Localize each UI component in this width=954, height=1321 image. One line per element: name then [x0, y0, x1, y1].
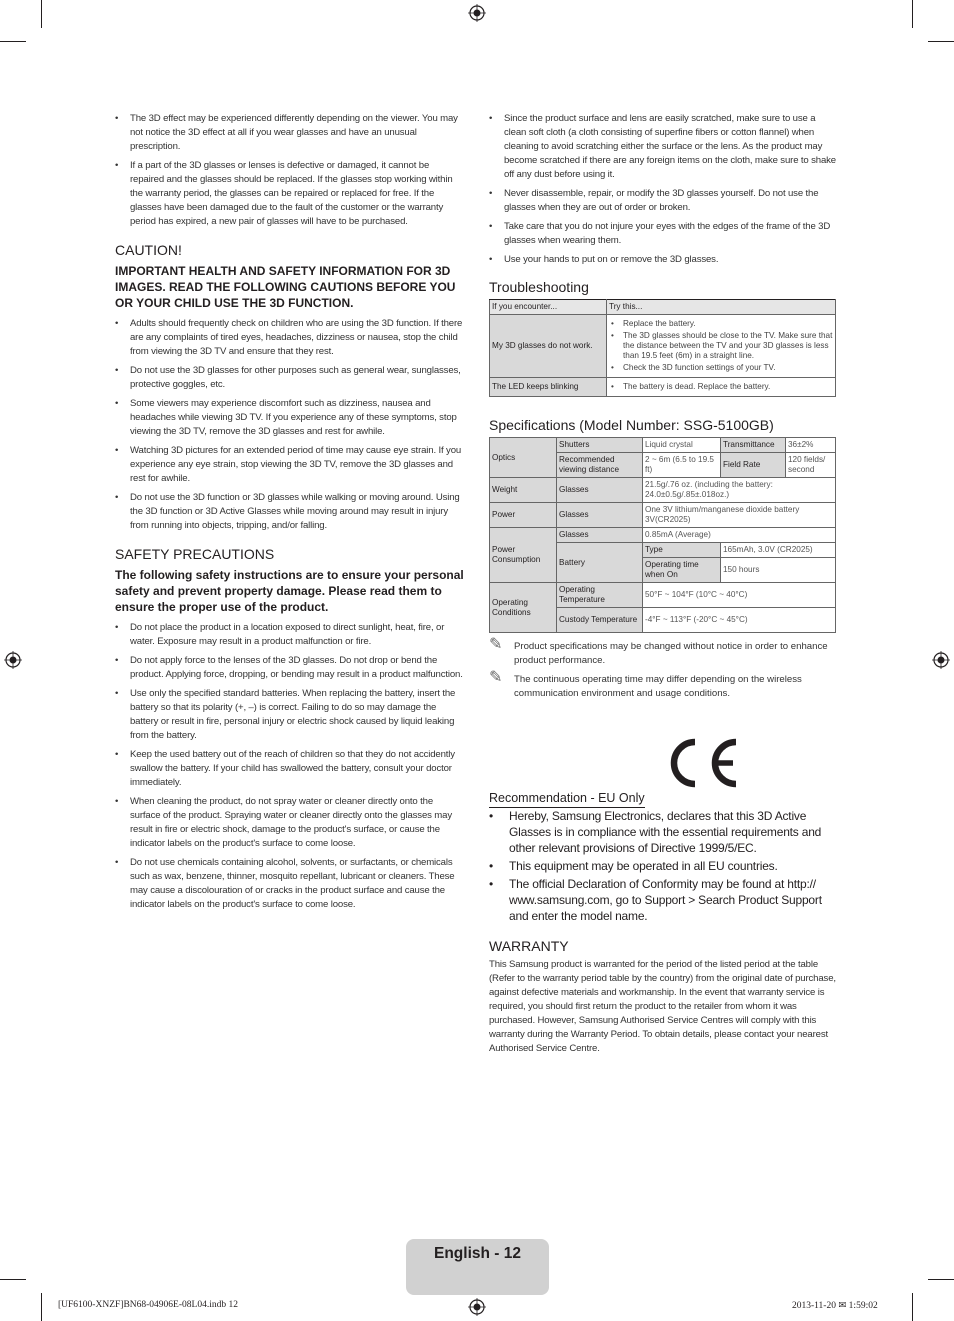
spec-value-cell: 120 fields/ second	[786, 453, 836, 478]
spec-label-cell: Field Rate	[721, 453, 786, 478]
spec-group-cell: Power	[490, 503, 557, 528]
table-row	[490, 503, 836, 528]
warranty-heading: WARRANTY	[489, 938, 569, 954]
pencil-note-icon: ✎	[489, 669, 503, 686]
crop-mark	[0, 41, 26, 42]
problem-cell: My 3D glasses do not work.	[490, 315, 607, 378]
problem-cell: The LED keeps blinking	[490, 378, 607, 397]
list-item: • The official Declaration of Conformity may be found at http:// www.samsung.com, go to Support > Search Product Support and enter the model name.	[489, 876, 837, 924]
right-column	[489, 112, 837, 1056]
safety-heading: SAFETY PRECAUTIONS	[115, 546, 275, 562]
specifications-table	[489, 437, 836, 633]
crop-mark	[912, 0, 913, 28]
list-item: • Check the 3D function settings of your TV.	[609, 363, 833, 373]
spec-label-cell: Shutters	[557, 438, 643, 453]
table-header-cell: Try this...	[607, 300, 836, 315]
list-item: • Use your hands to put on or remove the 3D glasses.	[489, 253, 837, 267]
crop-mark	[0, 1279, 26, 1280]
caution-lead: IMPORTANT HEALTH AND SAFETY INFORMATION FOR 3D IMAGES. READ THE FOLLOWING CAUTIONS BEFORE YOU OR YOUR CHILD USE THE 3D FUNCTION.	[115, 264, 456, 310]
crop-mark	[41, 1293, 42, 1321]
crop-mark	[928, 1279, 954, 1280]
list-item: • Hereby, Samsung Electronics, declares that this 3D Active Glasses is in compliance with the essential requirements and other relevant provisions of Directive 1999/5/EC.	[489, 808, 837, 856]
list-item: • Never disassemble, repair, or modify the 3D glasses yourself. Do not use the glasses when they are out of order or broken.	[489, 187, 837, 215]
spec-note: ✎ The continuous operating time may differ depending on the wireless communication environment and usage conditions.	[489, 669, 802, 699]
caution-heading: CAUTION!	[115, 242, 182, 258]
page-number: English - 12	[434, 1245, 521, 1262]
spec-note: ✎ Product specifications may be changed without notice in order to enhance product performance.	[489, 636, 828, 666]
specifications-heading: Specifications (Model Number: SSG-5100GB)	[489, 417, 774, 433]
spec-label-cell: Type	[643, 543, 721, 558]
table-header-row	[490, 300, 836, 315]
registration-mark-icon	[932, 651, 950, 669]
crop-mark	[41, 0, 42, 28]
list-item: • Take care that you do not injure your eyes with the edges of the frame of the 3D glasses when wearing them.	[489, 220, 837, 248]
registration-mark-icon	[4, 651, 22, 669]
list-item: • Do not place the product in a location exposed to direct sunlight, heat, fire, or water. Exposure may result in a product malfunction or fire.	[115, 621, 465, 649]
spec-value-cell: One 3V lithium/manganese dioxide battery 3V(CR2025)	[643, 503, 836, 528]
list-item: • Replace the battery.	[609, 319, 833, 329]
spec-label-cell: Recommended viewing distance	[557, 453, 643, 478]
file-slug: [UF6100-XNZF]BN68-04906E-08L04.indb 12	[58, 1300, 238, 1310]
spec-value-cell: 150 hours	[721, 558, 836, 583]
safety-lead: The following safety instructions are to ensure your personal safety and prevent property damage. Please read them to ensure the proper use of the product.	[115, 568, 464, 614]
spec-label-cell: Transmittance	[721, 438, 786, 453]
spec-value-cell: 50°F ~ 104°F (10°C ~ 40°C)	[643, 583, 836, 608]
spec-label-cell: Custody Temperature	[557, 608, 643, 633]
spec-value-cell: 0.85mA (Average)	[643, 528, 836, 543]
spec-label-cell: Operating time when On	[643, 558, 721, 583]
crop-mark	[928, 41, 954, 42]
list-item: • Use only the specified standard batteries. When replacing the battery, insert the battery so that its polarity (+, –) is correct. Failing to do so may damage the battery or result in fire, personal injury or electric shock caused by liquid leaking from the battery.	[115, 687, 465, 743]
spec-group-cell: Power Consumption	[490, 528, 557, 583]
list-item: • Adults should frequently check on children who are using the 3D function. If there are any complaints of tired eyes, headaches, dizziness or nausea, stop the child from viewing the 3D TV and ensure that they rest.	[115, 317, 465, 359]
care-bullet-list	[489, 112, 837, 267]
left-column	[115, 112, 465, 917]
table-row	[490, 378, 836, 397]
spec-label-cell: Glasses	[557, 503, 643, 528]
spec-label-cell: Glasses	[557, 478, 643, 503]
spec-group-cell: Weight	[490, 478, 557, 503]
table-row	[490, 438, 836, 453]
registration-mark-icon	[468, 1298, 486, 1316]
intro-bullet-list	[115, 112, 465, 229]
list-item: • Keep the used battery out of the reach of children so that they do not accidently swallow the battery. If your child has swallowed the battery, consult your doctor immediately.	[115, 748, 465, 790]
list-item: • The 3D glasses should be close to the TV. Make sure that the distance between the TV and your 3D glasses is less than 19.5 feet (6m) in a straight line.	[609, 331, 833, 361]
spec-label-cell: Glasses	[557, 528, 643, 543]
spec-label-cell: Operating Temperature	[557, 583, 643, 608]
spec-group-cell: Optics	[490, 438, 557, 478]
list-item: • Since the product surface and lens are easily scratched, make sure to use a clean soft cloth (a cloth consisting of superfine fibers or cotton flannel) when cleaning to avoid scratching either the surface or the lens. As the product may become scratched if there are any foreign items on the cloth, make sure to shake off any dust before using it.	[489, 112, 837, 182]
troubleshooting-table	[489, 299, 836, 397]
spec-value-cell: Liquid crystal	[643, 438, 721, 453]
list-item: • If a part of the 3D glasses or lenses is defective or damaged, it cannot be repaired and the glasses should be replaced. If the glasses stop working within the warranty period, the glasses can be repaired or replaced for free. If the glasses have been damaged due to the fault of the customer or the warranty period has expired, a new pair of glasses will have to be purchased.	[115, 159, 465, 229]
fix-cell	[607, 378, 836, 397]
pencil-note-icon: ✎	[489, 636, 503, 653]
list-item: • Do not use chemicals containing alcohol, solvents, or surfactants, or chemicals such as wax, benzene, thinner, mosquito repellant, lubricant or cleaners. These may cause a discolouration of or cracks in the product surface and cause the indicator labels on the product's surface to come loose.	[115, 856, 465, 912]
caution-bullet-list	[115, 317, 465, 533]
warranty-text: This Samsung product is warranted for the period of the listed period at the table (Refer to the warranty period table by the country) from the original date of purchase, against defective materials and workmanship. In the event that warranty service is required, you should first return the product to the retailer from whom it was purchased. However, Samsung Authorised Service Centres will comply with this warranty during the Warranty Period. To obtain details, please contact your nearest Authorised Service Centre.	[489, 959, 836, 1054]
fix-cell	[607, 315, 836, 378]
spec-group-cell: Operating Conditions	[490, 583, 557, 633]
recommendation-heading: Recommendation - EU Only	[489, 791, 645, 808]
troubleshooting-heading: Troubleshooting	[489, 279, 589, 295]
list-item: • Watching 3D pictures for an extended period of time may cause eye strain. If you experience any eye strain, stop viewing the 3D TV, remove the 3D glasses and rest for awhile.	[115, 444, 465, 486]
ce-mark-icon	[665, 736, 739, 790]
list-item: • Some viewers may experience discomfort such as dizziness, nausea and headaches while viewing 3D TV. If you experience any of these symptoms, stop viewing the 3D TV, remove the 3D glasses and rest for awhile.	[115, 397, 465, 439]
table-header-cell: If you encounter...	[490, 300, 607, 315]
table-row	[490, 315, 836, 378]
list-item: • The 3D effect may be experienced differently depending on the viewer. You may not notice the 3D effect at all if you wear glasses and have an unusual prescription.	[115, 112, 465, 154]
spec-value-cell: -4°F ~ 113°F (-20°C ~ 45°C)	[643, 608, 836, 633]
spec-value-cell: 21.5g/.76 oz. (including the battery: 24.0±0.5g/.85±.018oz.)	[643, 478, 836, 503]
crop-mark	[912, 1293, 913, 1321]
list-item: • This equipment may be operated in all EU countries.	[489, 858, 837, 874]
spec-value-cell: 2 ~ 6m (6.5 to 19.5 ft)	[643, 453, 721, 478]
print-timestamp: 2013-11-20 ✉ 1:59:02	[792, 1301, 878, 1311]
spec-value-cell: 36±2%	[786, 438, 836, 453]
spec-label-cell: Battery	[557, 543, 643, 583]
table-row	[490, 528, 836, 543]
table-row	[490, 583, 836, 608]
registration-mark-icon	[468, 4, 486, 22]
list-item: • Do not apply force to the lenses of the 3D glasses. Do not drop or bend the product. Applying force, dropping, or bending may result in a product malfunction.	[115, 654, 465, 682]
list-item: • Do not use the 3D function or 3D glasses while walking or moving around. Using the 3D function or 3D Active Glasses while moving around may result in injury from running into objects, tripping, and/or falling.	[115, 491, 465, 533]
page-number-tab	[406, 1239, 549, 1295]
list-item: • Do not use the 3D glasses for other purposes such as general wear, sunglasses, protective goggles, etc.	[115, 364, 465, 392]
safety-bullet-list	[115, 621, 465, 912]
spec-value-cell: 165mAh, 3.0V (CR2025)	[721, 543, 836, 558]
table-row	[490, 478, 836, 503]
list-item: • When cleaning the product, do not spray water or cleaner directly onto the surface of the product. Spraying water or cleaner directly onto the glasses may result in fire or electric shock, damage to the product's surface, or cause the indicator labels on the product's surface to come loose.	[115, 795, 465, 851]
eu-bullet-list	[489, 808, 837, 924]
list-item: • The battery is dead. Replace the battery.	[609, 382, 833, 392]
